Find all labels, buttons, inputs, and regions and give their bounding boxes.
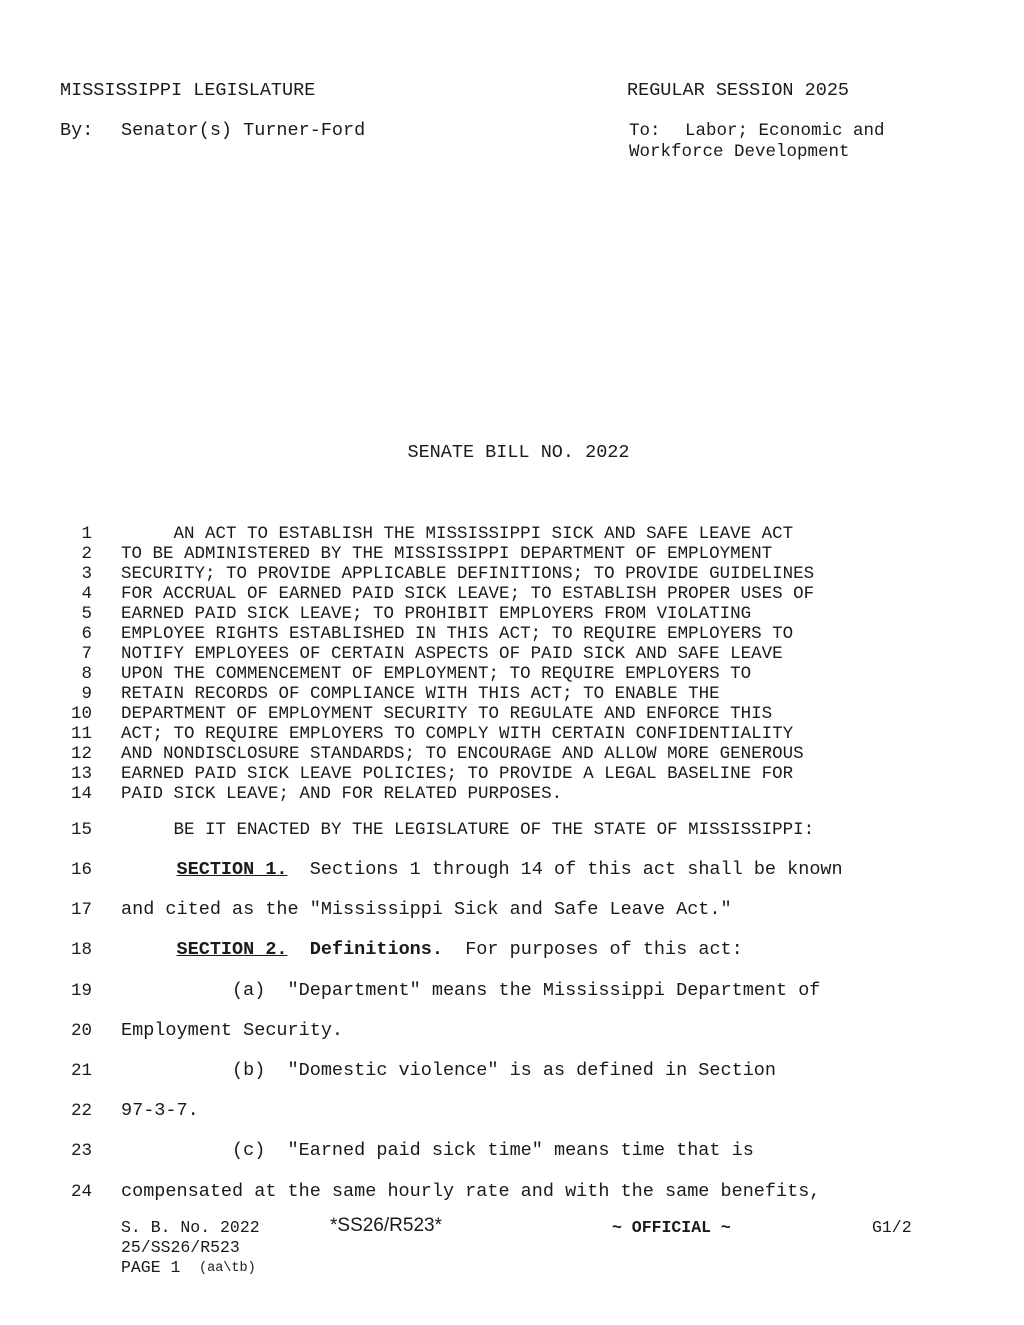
body-line xyxy=(121,859,843,880)
line-number: 24 xyxy=(70,1182,92,1202)
line-number: 6 xyxy=(81,624,92,644)
title-line: EARNED PAID SICK LEAVE POLICIES; TO PROVIDE A LEGAL BASELINE FOR xyxy=(121,764,794,784)
line-number: 10 xyxy=(70,704,92,724)
legislature-name: MISSISSIPPI LEGISLATURE xyxy=(60,80,316,101)
enacting-clause: BE IT ENACTED BY THE LEGISLATURE OF THE STATE OF MISSISSIPPI: xyxy=(121,820,815,840)
definitions-heading: Definitions. xyxy=(309,939,443,960)
title-line: UPON THE COMMENCEMENT OF EMPLOYMENT; TO REQUIRE EMPLOYERS TO xyxy=(121,664,752,684)
line-number: 20 xyxy=(70,1021,92,1041)
official-label: ~ OFFICIAL ~ xyxy=(612,1218,731,1237)
title-line: SECURITY; TO PROVIDE APPLICABLE DEFINITIONS; TO PROVIDE GUIDELINES xyxy=(121,564,815,584)
line-number: 21 xyxy=(70,1061,92,1081)
title-line: FOR ACCRUAL OF EARNED PAID SICK LEAVE; TO ESTABLISH PROPER USES OF xyxy=(121,584,815,604)
title-line: PAID SICK LEAVE; AND FOR RELATED PURPOSES. xyxy=(121,784,563,804)
sponsor-name: Senator(s) Turner-Ford xyxy=(121,120,366,141)
line-number: 5 xyxy=(81,604,92,624)
title-line: TO BE ADMINISTERED BY THE MISSISSIPPI DEPARTMENT OF EMPLOYMENT xyxy=(121,544,773,564)
title-line: ACT; TO REQUIRE EMPLOYERS TO COMPLY WITH CERTAIN CONFIDENTIALITY xyxy=(121,724,794,744)
title-line: EMPLOYEE RIGHTS ESTABLISHED IN THIS ACT; TO REQUIRE EMPLOYERS TO xyxy=(121,624,794,644)
line-number: 18 xyxy=(70,940,92,960)
body-line: (b) "Domestic violence" is as defined in Section xyxy=(121,1060,777,1081)
line-number: 1 xyxy=(81,524,92,544)
line-number: 3 xyxy=(81,564,92,584)
line-number: 17 xyxy=(70,900,92,920)
line-number: 11 xyxy=(70,724,92,744)
body-text: Sections 1 through 14 of this act shall be known xyxy=(287,859,843,880)
title-line: DEPARTMENT OF EMPLOYMENT SECURITY TO REGULATE AND ENFORCE THIS xyxy=(121,704,773,724)
line-number: 7 xyxy=(81,644,92,664)
line-number: 14 xyxy=(70,784,92,804)
body-line: (c) "Earned paid sick time" means time that is xyxy=(121,1140,754,1161)
body-line: 97-3-7. xyxy=(121,1100,199,1121)
indent xyxy=(121,859,177,880)
gap xyxy=(288,939,310,960)
footer-doc-id: 25/SS26/R523 xyxy=(121,1238,240,1257)
footer-bill-ref: S. B. No. 2022 xyxy=(121,1218,260,1237)
barcode-text: *SS26/R523* xyxy=(330,1215,442,1236)
page-number: PAGE 1 xyxy=(121,1258,181,1277)
title-line: RETAIN RECORDS OF COMPLIANCE WITH THIS ACT; TO ENABLE THE xyxy=(121,684,720,704)
footer-code: G1/2 xyxy=(872,1218,912,1237)
body-text: For purposes of this act: xyxy=(443,939,743,960)
body-line: and cited as the "Mississippi Sick and Safe Leave Act." xyxy=(121,899,732,920)
body-line: compensated at the same hourly rate and with the same benefits, xyxy=(121,1181,821,1202)
body-line: Employment Security. xyxy=(121,1020,344,1041)
line-number: 4 xyxy=(81,584,92,604)
body-line: (a) "Department" means the Mississippi Department of xyxy=(121,980,821,1001)
to-label: To: xyxy=(629,121,661,141)
title-line: EARNED PAID SICK LEAVE; TO PROHIBIT EMPLOYERS FROM VIOLATING xyxy=(121,604,752,624)
line-number: 19 xyxy=(70,981,92,1001)
title-line: AND NONDISCLOSURE STANDARDS; TO ENCOURAGE AND ALLOW MORE GENEROUS xyxy=(121,744,804,764)
line-number: 12 xyxy=(70,744,92,764)
line-number: 16 xyxy=(70,860,92,880)
session-label: REGULAR SESSION 2025 xyxy=(627,80,850,101)
line-number: 8 xyxy=(81,664,92,684)
body-line xyxy=(121,939,743,960)
committee-line-1: Labor; Economic and xyxy=(685,121,885,141)
by-label: By: xyxy=(60,120,94,141)
line-number: 9 xyxy=(81,684,92,704)
title-line: AN ACT TO ESTABLISH THE MISSISSIPPI SICK AND SAFE LEAVE ACT xyxy=(121,524,794,544)
line-number: 23 xyxy=(70,1141,92,1161)
title-line: NOTIFY EMPLOYEES OF CERTAIN ASPECTS OF PAID SICK AND SAFE LEAVE xyxy=(121,644,783,664)
section-2-heading: SECTION 2. xyxy=(176,939,288,960)
committee-line-2: Workforce Development xyxy=(629,142,850,162)
line-number: 13 xyxy=(70,764,92,784)
typist-initials: (aa\tb) xyxy=(199,1261,256,1276)
section-1-heading: SECTION 1. xyxy=(176,859,288,880)
indent xyxy=(121,939,177,960)
line-number: 2 xyxy=(81,544,92,564)
line-number: 15 xyxy=(70,820,92,840)
bill-title: SENATE BILL NO. 2022 xyxy=(407,442,630,463)
line-number: 22 xyxy=(70,1101,92,1121)
